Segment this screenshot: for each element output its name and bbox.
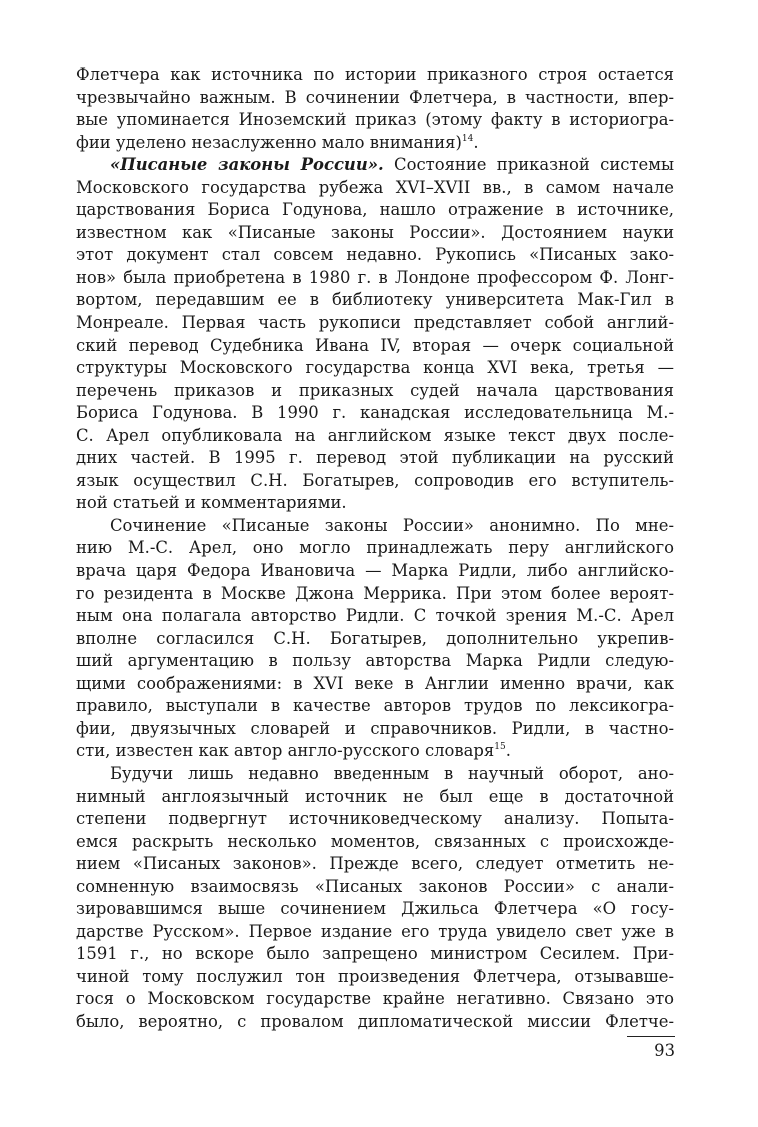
text-line: известном как «Писаные законы России». Достоянием науки xyxy=(76,222,674,242)
text-line: 1591 г., но вскоре было запрещено министром Сесилем. При- xyxy=(76,944,674,964)
text-fragment: фии уделено незаслуженно мало внимания) xyxy=(76,132,462,152)
text-line: Монреале. Первая часть рукописи представляет собой англий- xyxy=(76,313,674,333)
text-line: вполне согласился С.Н. Богатырев, дополнительно укрепив- xyxy=(76,628,674,648)
text-fragment: сти, известен как автор англо-русского словаря xyxy=(76,741,495,761)
text-fragment: Состояние приказной системы xyxy=(383,155,674,175)
text-line: чиной тому послужил тон произведения Флетчера, отзывавше- xyxy=(76,966,674,986)
text-line: вортом, передавшим ее в библиотеку университета Мак-Гил в xyxy=(76,290,674,310)
text-line: ский перевод Судебника Ивана IV, вторая — очерк социальной xyxy=(76,335,674,355)
text-page xyxy=(76,64,674,1034)
text-line: Сочинение «Писаные законы России» анонимно. По мне- xyxy=(110,515,674,535)
text-line: С. Арел опубликовала на английском языке текст двух после- xyxy=(76,425,674,445)
text-line: правило, выступали в качестве авторов трудов по лексикогра- xyxy=(76,696,674,716)
section-heading-line xyxy=(76,154,674,177)
text-line: фии уделено незаслуженно мало внимания)$^{14}$. xyxy=(76,132,479,152)
text-line: царствования Бориса Годунова, нашло отражение в источнике, xyxy=(76,200,674,220)
text-line: Московского государства рубежа XVI–XVII вв., в самом начале xyxy=(76,177,674,197)
text-line: нов» была приобретена в 1980 г. в Лондоне профессором Ф. Лонг- xyxy=(76,267,674,287)
text-line: язык осуществил С.Н. Богатырев, сопроводив его вступитель- xyxy=(76,470,674,490)
footnote-ref: 15 xyxy=(494,742,506,753)
text-line: структуры Московского государства конца XVI века, третья — xyxy=(76,358,674,378)
text-line: сти, известен как автор англо-русского словаря$^{15}$. xyxy=(76,741,511,761)
footnote-ref: 14 xyxy=(461,133,474,144)
text-line: чрезвычайно важным. В сочинении Флетчера, в частности, впер- xyxy=(76,87,674,107)
text-line: зировавшимся выше сочинением Джильса Флетчера «О госу- xyxy=(76,899,674,919)
text-line: сомненную взаимосвязь «Писаных законов России» с анали- xyxy=(76,876,674,896)
text-line: Будучи лишь недавно введенным в научный оборот, ано- xyxy=(110,763,674,783)
text-line: Флетчера как источника по истории приказного строя остается xyxy=(76,65,674,84)
text-line: этот документ стал совсем недавно. Рукопись «Писаных зако- xyxy=(76,245,674,265)
text-line: дних частей. В 1995 г. перевод этой публикации на русский xyxy=(76,448,674,468)
text-line: степени подвергнут источниковедческому анализу. Попыта- xyxy=(76,809,674,829)
text-line: нию М.-С. Арел, оно могло принадлежать перу английского xyxy=(76,538,674,558)
text-line: ший аргументацию в пользу авторства Марка Ридли следую- xyxy=(76,651,674,671)
text-line: перечень приказов и приказных судей начала царствования xyxy=(76,380,674,400)
text-line: ной статьей и комментариями. xyxy=(76,493,347,513)
text-line: емся раскрыть несколько моментов, связанных с происхожде- xyxy=(76,831,674,851)
section-heading: «Писаные законы России». xyxy=(110,155,384,175)
text-line: было, вероятно, с провалом дипломатической миссии Флетче- xyxy=(76,1011,674,1031)
text-line: врача царя Федора Ивановича — Марка Ридли, либо английско- xyxy=(76,561,674,581)
footer-rule xyxy=(627,1036,675,1037)
page-number: 93 xyxy=(654,1041,675,1060)
text-line: нием «Писаных законов». Прежде всего, следует отметить не- xyxy=(76,854,674,874)
text-line: щими соображениями: в XVI веке в Англии именно врачи, как xyxy=(76,673,674,693)
text-line: гося о Московском государстве крайне негативно. Связано это xyxy=(76,989,674,1009)
text-line: фии, двуязычных словарей и справочников. Ридли, в частно- xyxy=(76,718,674,738)
text-line: Бориса Годунова. В 1990 г. канадская исследовательница М.- xyxy=(76,403,674,423)
text-line: ным она полагала авторство Ридли. С точкой зрения М.-С. Арел xyxy=(76,606,674,626)
text-line: вые упоминается Иноземский приказ (этому факту в историогра- xyxy=(76,110,674,130)
text-line: дарстве Русском». Первое издание его труда увидело свет уже в xyxy=(76,921,674,941)
text-line: нимный англоязычный источник не был еще в достаточной xyxy=(76,786,674,806)
text-line: го резидента в Москве Джона Меррика. При этом более вероят- xyxy=(76,583,674,603)
